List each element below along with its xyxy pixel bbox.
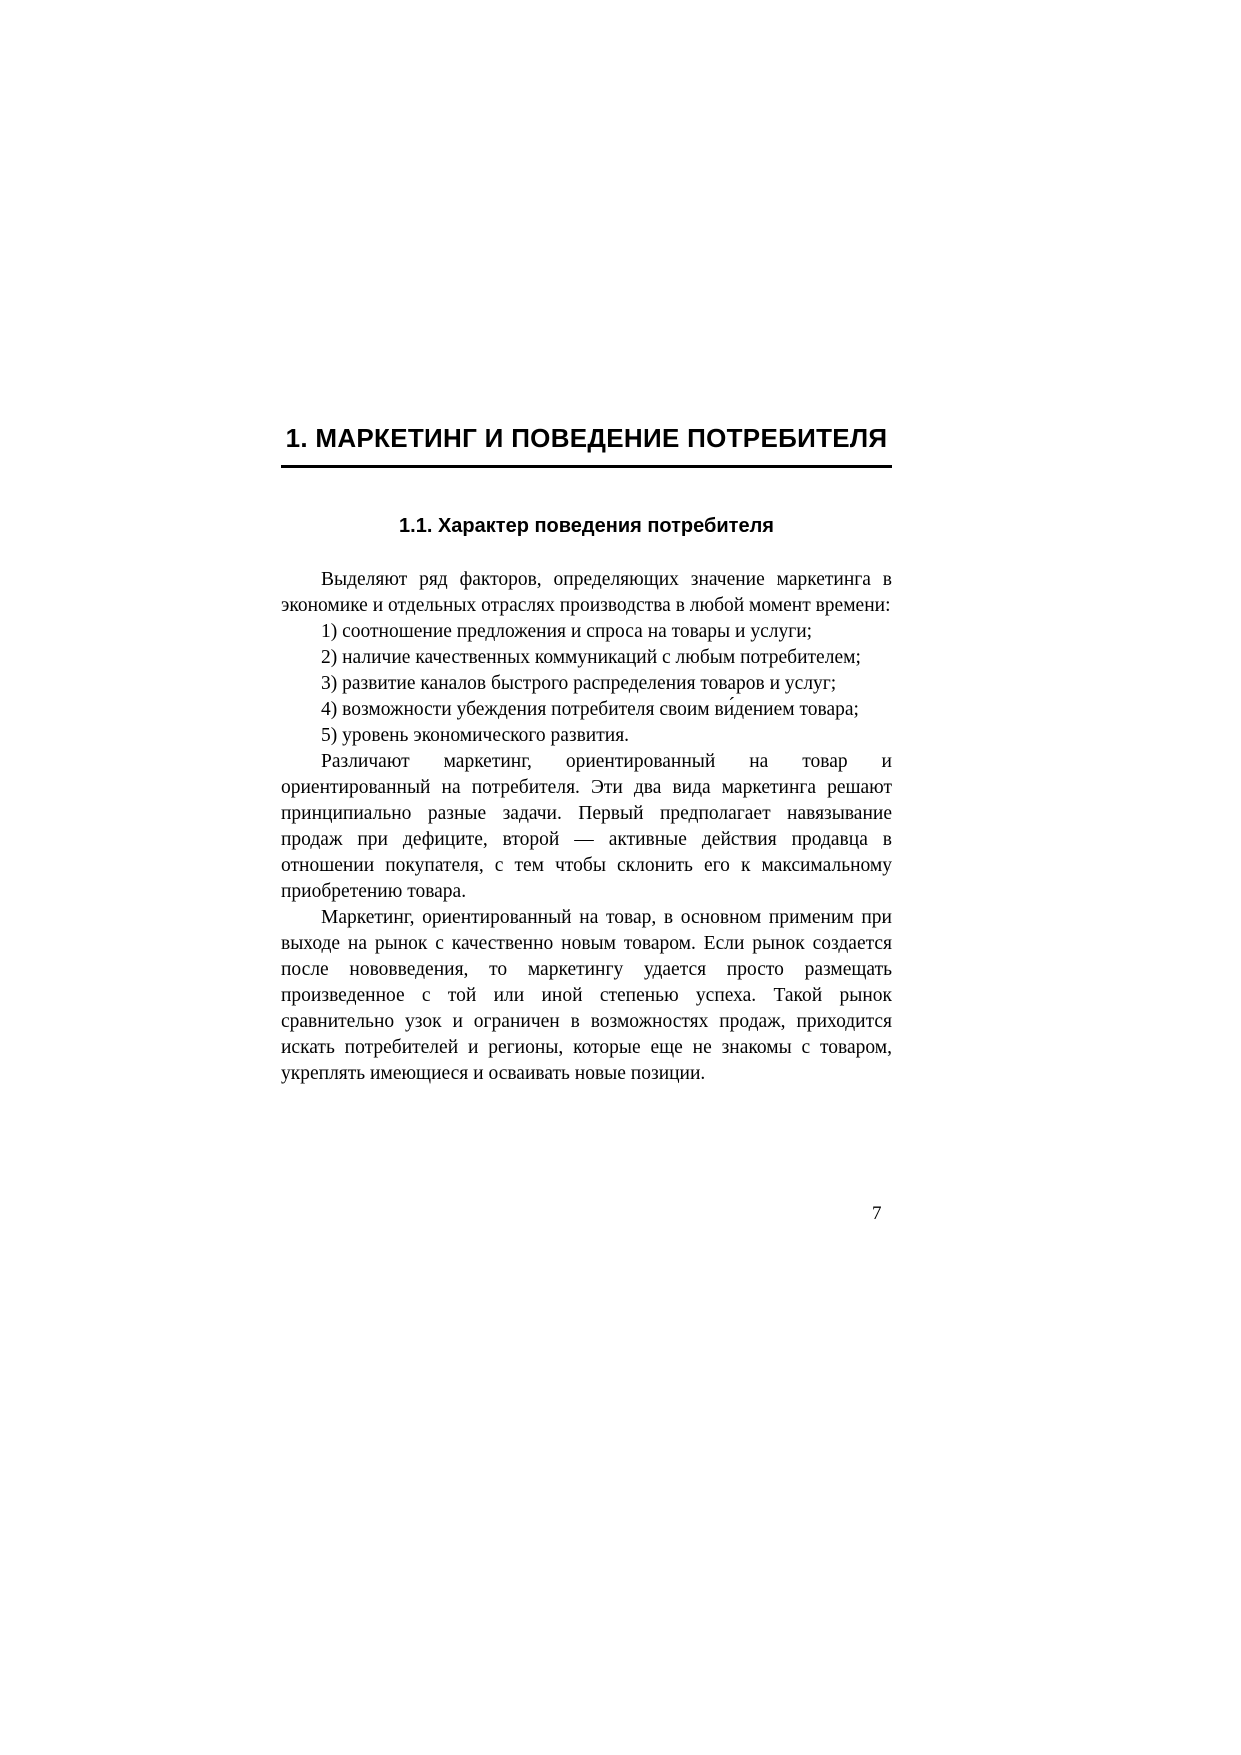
text-block bbox=[281, 424, 892, 1087]
chapter-title-rule bbox=[281, 465, 892, 468]
section-title: 1.1. Характер поведения потребителя bbox=[399, 514, 774, 537]
chapter-title: 1. МАРКЕТИНГ И ПОВЕДЕНИЕ ПОТРЕБИТЕЛЯ bbox=[285, 423, 888, 453]
list-item-4: 4) возможности убеждения потребителя своим ви́дением товара; bbox=[321, 698, 859, 720]
list-item-2: 2) наличие качественных коммуникаций с любым потребителем; bbox=[321, 646, 861, 668]
body-copy bbox=[281, 567, 892, 1087]
list-item-3: 3) развитие каналов быстрого распределения товаров и услуг; bbox=[321, 672, 837, 694]
list-item-5: 5) уровень экономического развития. bbox=[321, 724, 630, 746]
page-number: 7 bbox=[872, 1203, 882, 1224]
paragraph-product-oriented: Маркетинг, ориентированный на товар, в основном применим при выходе на рынок с качественно новым товаром. Если рынок создается после нововведения, то маркетингу удается просто размещать произведенное с той или иной степенью успеха. Такой рынок сравнительно узок и ограничен в возможностях продаж, приходится искать потребителей и регионы, которые еще не знакомы с товаром, укреплять имеющиеся и осваивать новые позиции. bbox=[281, 906, 892, 1084]
paragraph-intro: Выделяют ряд факторов, определяющих значение маркетинга в экономике и отдельных отраслях производства в любой момент времени: bbox=[281, 568, 892, 616]
list-item-1: 1) соотношение предложения и спроса на товары и услуги; bbox=[321, 620, 813, 642]
paragraph-marketing-types: Различают маркетинг, ориентированный на товар и ориентированный на потребителя. Эти два вида маркетинга решают принципиально разные задачи. Первый предполагает навязывание продаж при дефиците, второй — активные действия продавца в отношении покупателя, с тем чтобы склонить его к максимальному приобретению товара. bbox=[281, 750, 892, 902]
